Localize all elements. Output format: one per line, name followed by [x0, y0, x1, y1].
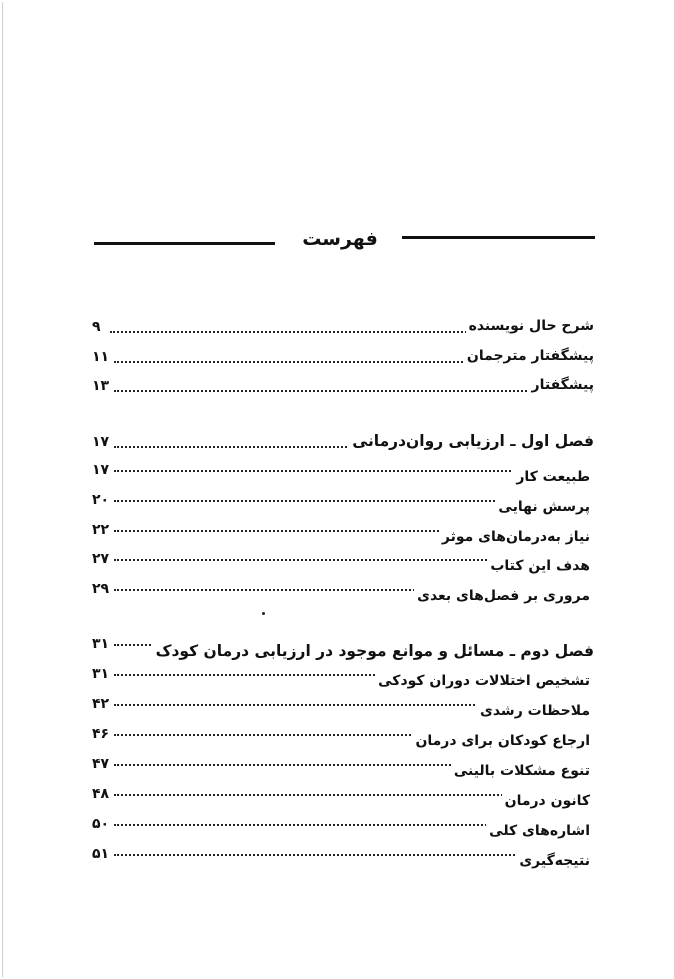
toc-entry-label: کانون درمان [502, 788, 590, 814]
toc-entry-page: ۲۷ [92, 549, 112, 569]
toc-entry-page: ۱۳ [92, 376, 112, 396]
toc-entry-label: ارجاع کودکان برای درمان [412, 728, 590, 754]
toc-entry[interactable] [92, 844, 594, 870]
toc-entry-label: تنوع مشکلات بالینی [451, 758, 590, 784]
toc-entry-page: ۱۱ [92, 347, 112, 367]
toc-entry-page: ۵۰ [92, 814, 112, 834]
toc-entry-label: پیشگفتار مترجمان [464, 343, 594, 369]
toc-entry-page: ۱۷ [92, 432, 112, 452]
toc-entry[interactable] [92, 343, 594, 369]
toc-chapter-entry[interactable] [92, 428, 594, 454]
toc-entry[interactable] [92, 313, 594, 339]
toc-entry[interactable] [92, 460, 594, 486]
toc-entry-page: ۴۷ [92, 754, 112, 774]
toc-entry-label: نیاز به‌درمان‌های موثر [439, 524, 590, 550]
toc-entry-label: طبیعت کار [513, 464, 590, 490]
toc-entry-page: ۴۲ [92, 694, 112, 714]
toc-entry[interactable] [92, 490, 594, 516]
toc-entry-page: ۲۹ [92, 579, 112, 599]
stray-mark [262, 612, 265, 615]
toc-entry[interactable] [92, 549, 594, 575]
toc-entry-label: مروری بر فصل‌های بعدی [414, 583, 590, 609]
toc-entry-label: اشاره‌های کلی [486, 818, 590, 844]
toc-entry[interactable] [92, 372, 594, 398]
toc-entry-page: ۵۱ [92, 844, 112, 864]
toc-chapter-label: فصل دوم ـ مسائل و موانع موجود در ارزیابی درمان کودک [153, 638, 594, 664]
toc-entry-page: ۳۱ [92, 664, 112, 684]
toc-entry[interactable] [92, 664, 594, 690]
toc-entry-label: هدف این کتاب [487, 553, 590, 579]
title-rule-right [402, 236, 595, 239]
toc-chapter-label: فصل اول ـ ارزیابی روان‌درمانی [349, 428, 594, 454]
toc-entry[interactable] [92, 784, 594, 810]
toc-entry-label: نتیجه‌گیری [516, 848, 590, 874]
toc-entry-label: پیشگفتار [529, 372, 594, 398]
toc-entry-page: ۱۷ [92, 460, 112, 480]
toc-entry[interactable] [92, 754, 594, 780]
toc-entry[interactable] [92, 520, 594, 546]
toc-entry-page: ۳۱ [92, 634, 112, 654]
toc-entry-label: ملاحظات رشدی [477, 698, 590, 724]
toc-entry-label: شرح حال نویسنده [466, 313, 594, 339]
toc-entry-page: ۹ [92, 317, 104, 337]
toc-entry[interactable] [92, 579, 594, 605]
toc-entry-label: پرسش نهایی [495, 494, 590, 520]
toc-entry-page: ۲۰ [92, 490, 112, 510]
title-rule-left [94, 242, 275, 245]
toc-entry-page: ۲۲ [92, 520, 112, 540]
toc-entry[interactable] [92, 814, 594, 840]
toc-entry[interactable] [92, 724, 594, 750]
toc-entry[interactable] [92, 694, 594, 720]
toc-entry-page: ۴۶ [92, 724, 112, 744]
dot-leader [114, 386, 590, 392]
page-title: فهرست [302, 228, 378, 250]
toc-entry-label: تشخیص اختلالات دوران کودکی [375, 668, 590, 694]
toc-entry-page: ۴۸ [92, 784, 112, 804]
toc-chapter-entry[interactable] [92, 634, 594, 660]
